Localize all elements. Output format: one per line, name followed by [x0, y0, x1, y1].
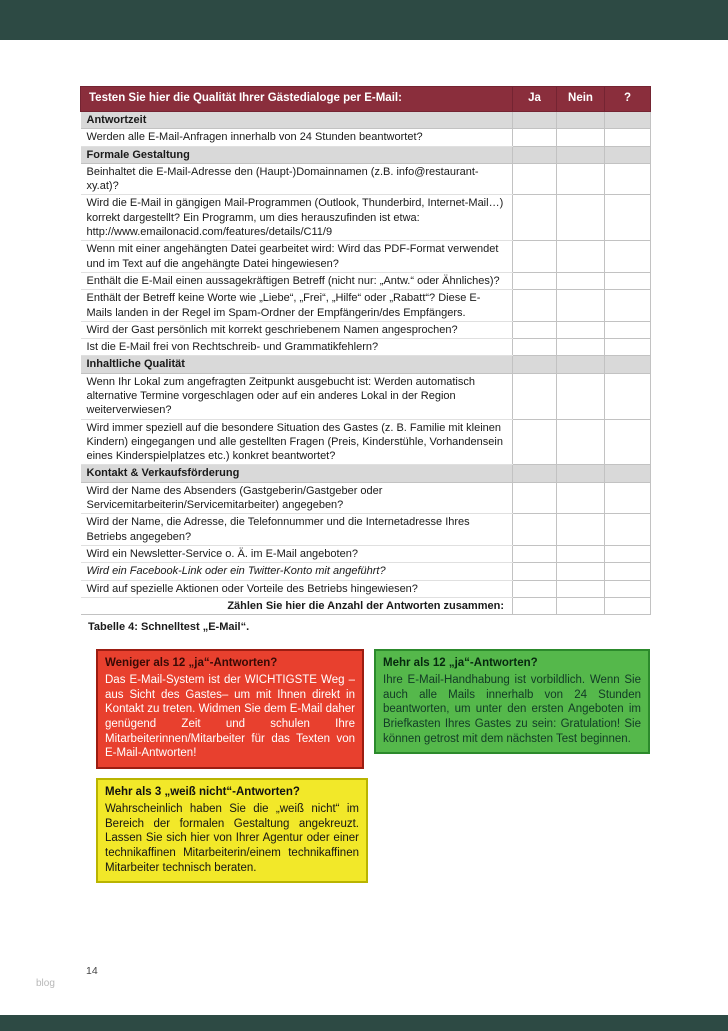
section-cell-unknown	[605, 356, 651, 373]
checkbox-cell-unknown[interactable]	[605, 290, 651, 322]
checkbox-cell-ja[interactable]	[513, 339, 557, 356]
checkbox-cell-ja[interactable]	[513, 129, 557, 146]
section-cell-unknown	[605, 146, 651, 163]
question-row	[81, 290, 651, 322]
question-row	[81, 129, 651, 146]
section-label: Inhaltliche Qualität	[81, 356, 513, 373]
checkbox-cell-unknown[interactable]	[605, 580, 651, 597]
section-row	[81, 465, 651, 482]
checkbox-cell-nein[interactable]	[557, 373, 605, 419]
checkbox-cell-unknown[interactable]	[605, 419, 651, 465]
checkbox-cell-nein[interactable]	[557, 514, 605, 546]
checklist-body	[81, 111, 651, 597]
result-box-many-yes-title: Mehr als 12 „ja“-Antworten?	[383, 657, 538, 670]
sum-label: Zählen Sie hier die Anzahl der Antworten zusammen:	[81, 597, 513, 614]
section-label: Kontakt & Verkaufsförderung	[81, 465, 513, 482]
column-header-ja: Ja	[513, 87, 557, 112]
result-box-few-yes	[96, 649, 364, 769]
table-caption: Tabelle 4: Schnelltest „E-Mail“.	[88, 621, 250, 634]
checkbox-cell-ja[interactable]	[513, 163, 557, 195]
checkbox-cell-ja[interactable]	[513, 272, 557, 289]
result-box-many-yes	[374, 649, 650, 754]
checkbox-cell-nein[interactable]	[557, 129, 605, 146]
question-row	[81, 419, 651, 465]
question-row	[81, 514, 651, 546]
checkbox-cell-unknown[interactable]	[605, 514, 651, 546]
question-row	[81, 272, 651, 289]
checkbox-cell-unknown[interactable]	[605, 163, 651, 195]
section-cell-ja	[513, 465, 557, 482]
checkbox-cell-ja[interactable]	[513, 195, 557, 241]
watermark-text: blog	[36, 978, 55, 989]
question-row	[81, 482, 651, 514]
checkbox-cell-ja[interactable]	[513, 373, 557, 419]
section-row	[81, 111, 651, 128]
question-text: Wird der Gast persönlich mit korrekt geschriebenem Namen angesprochen?	[81, 321, 513, 338]
question-row	[81, 241, 651, 273]
question-text: Wenn mit einer angehängten Datei gearbeitet wird: Wird das PDF-Format verwendet und im Text auf die angehängte Datei hingewiesen?	[81, 241, 513, 273]
sum-row	[81, 597, 651, 614]
question-row	[81, 373, 651, 419]
question-row	[81, 563, 651, 580]
checkbox-cell-nein[interactable]	[557, 482, 605, 514]
checkbox-cell-unknown[interactable]	[605, 373, 651, 419]
section-row	[81, 146, 651, 163]
question-text: Werden alle E-Mail-Anfragen innerhalb von 24 Stunden beantwortet?	[81, 129, 513, 146]
table-title: Testen Sie hier die Qualität Ihrer Gästedialoge per E-Mail:	[81, 87, 513, 112]
checkbox-cell-nein[interactable]	[557, 290, 605, 322]
section-cell-nein	[557, 356, 605, 373]
checkbox-cell-ja[interactable]	[513, 321, 557, 338]
section-cell-nein	[557, 111, 605, 128]
checkbox-cell-nein[interactable]	[557, 241, 605, 273]
question-row	[81, 339, 651, 356]
checkbox-cell-unknown[interactable]	[605, 563, 651, 580]
column-header-unknown: ?	[605, 87, 651, 112]
result-box-dont-know-body: Wahrscheinlich haben Sie die „weiß nicht“ im Bereich der formalen Gestaltung angekreuzt. Lassen Sie sich hier von Ihrer Agentur oder einer technikaffinen Mitarbeiterin/einem technikaffinen Mitarbeiter technisch beraten.	[105, 802, 359, 874]
section-cell-nein	[557, 146, 605, 163]
question-text: Wird auf spezielle Aktionen oder Vorteile des Betriebs hingewiesen?	[81, 580, 513, 597]
question-text: Wird ein Newsletter-Service o. Ä. im E-Mail angeboten?	[81, 545, 513, 562]
checkbox-cell-ja[interactable]	[513, 545, 557, 562]
section-row	[81, 356, 651, 373]
section-label: Antwortzeit	[81, 111, 513, 128]
sum-cell-unknown[interactable]	[605, 597, 651, 614]
section-cell-unknown	[605, 111, 651, 128]
question-text: Wird die E-Mail in gängigen Mail-Programmen (Outlook, Thunderbird, Internet-Mail…) korrekt dargestellt? Ein Programm, um dies herauszufinden ist etwa: http://www.emailonacid.com/features/details/C11/9	[81, 195, 513, 241]
question-text: Enthält der Betreff keine Worte wie „Liebe“, „Frei“, „Hilfe“ oder „Rabatt“? Diese E-Mails landen in der Regel im Spam-Ordner der Empfängerin/des Empfängers.	[81, 290, 513, 322]
checkbox-cell-unknown[interactable]	[605, 272, 651, 289]
checkbox-cell-unknown[interactable]	[605, 195, 651, 241]
question-text: Wird der Name des Absenders (Gastgeberin/Gastgeber oder Servicemitarbeiterin/Servicemitarbeiter) angegeben?	[81, 482, 513, 514]
result-box-dont-know	[96, 778, 368, 883]
section-cell-ja	[513, 146, 557, 163]
result-box-few-yes-body: Das E-Mail-System ist der WICHTIGSTE Weg – aus Sicht des Gastes– um mit Ihnen direkt in Kontakt zu treten. Widmen Sie dem E-Mail daher genügend Zeit und schulen Ihre Mitarbeiterinnen/Mitarbeiter für das Texten von E-Mail-Antworten!	[105, 673, 355, 760]
checkbox-cell-ja[interactable]	[513, 241, 557, 273]
bottom-frame-bar	[0, 1015, 728, 1031]
checkbox-cell-nein[interactable]	[557, 545, 605, 562]
checkbox-cell-ja[interactable]	[513, 563, 557, 580]
result-box-many-yes-body: Ihre E-Mail-Handhabung ist vorbildlich. Wenn Sie auch alle Mails innerhalb von 24 Stunden beantworten, um unter den ersten Angeboten im Briefkasten Ihres Gastes zu sein: Gratulation! Sie können getrost mit dem nächsten Test beginnen.	[383, 673, 641, 745]
result-box-few-yes-title: Weniger als 12 „ja“-Antworten?	[105, 657, 278, 670]
result-boxes-row	[96, 649, 650, 769]
checkbox-cell-unknown[interactable]	[605, 129, 651, 146]
table-header-row	[81, 87, 651, 112]
checkbox-cell-nein[interactable]	[557, 563, 605, 580]
top-frame-bar	[0, 0, 728, 40]
checkbox-cell-ja[interactable]	[513, 514, 557, 546]
page-number: 14	[86, 965, 98, 977]
question-text: Wird der Name, die Adresse, die Telefonnummer und die Internetadresse Ihres Betriebs angegeben?	[81, 514, 513, 546]
question-text: Beinhaltet die E-Mail-Adresse den (Haupt-)Domainnamen (z.B. info@restaurant-xy.at)?	[81, 163, 513, 195]
question-text: Wird immer speziell auf die besondere Situation des Gastes (z. B. Familie mit kleinen Kindern) eingegangen und alle gestellten Fragen (Preis, Kinderstühle, Vorhandensein eines Kinderspielplatzes etc.) konkret beantwortet?	[81, 419, 513, 465]
section-cell-unknown	[605, 465, 651, 482]
checkbox-cell-unknown[interactable]	[605, 321, 651, 338]
email-quality-checklist-table	[80, 86, 651, 615]
checkbox-cell-nein[interactable]	[557, 339, 605, 356]
sum-cell-nein[interactable]	[557, 597, 605, 614]
question-row	[81, 321, 651, 338]
question-row	[81, 163, 651, 195]
question-text: Enthält die E-Mail einen aussagekräftigen Betreff (nicht nur: „Antw.“ oder Ähnliches)?	[81, 272, 513, 289]
question-row	[81, 580, 651, 597]
question-row	[81, 545, 651, 562]
checkbox-cell-ja[interactable]	[513, 580, 557, 597]
checkbox-cell-ja[interactable]	[513, 419, 557, 465]
question-text: Wird ein Facebook-Link oder ein Twitter-Konto mit angeführt?	[81, 563, 513, 580]
checkbox-cell-nein[interactable]	[557, 272, 605, 289]
section-label: Formale Gestaltung	[81, 146, 513, 163]
page-content	[80, 86, 650, 883]
section-cell-ja	[513, 111, 557, 128]
checkbox-cell-nein[interactable]	[557, 419, 605, 465]
checkbox-cell-nein[interactable]	[557, 580, 605, 597]
checkbox-cell-ja[interactable]	[513, 290, 557, 322]
column-header-nein: Nein	[557, 87, 605, 112]
section-cell-nein	[557, 465, 605, 482]
checkbox-cell-unknown[interactable]	[605, 482, 651, 514]
checkbox-cell-ja[interactable]	[513, 482, 557, 514]
section-cell-ja	[513, 356, 557, 373]
checkbox-cell-nein[interactable]	[557, 195, 605, 241]
result-box-dont-know-title: Mehr als 3 „weiß nicht“-Antworten?	[105, 786, 300, 799]
checkbox-cell-nein[interactable]	[557, 321, 605, 338]
checkbox-cell-unknown[interactable]	[605, 339, 651, 356]
question-text: Ist die E-Mail frei von Rechtschreib- und Grammatikfehlern?	[81, 339, 513, 356]
sum-cell-ja[interactable]	[513, 597, 557, 614]
question-text: Wenn Ihr Lokal zum angefragten Zeitpunkt ausgebucht ist: Werden automatisch alternative Termine vorgeschlagen oder auf ein anderes Lokal in der Region weiterverwiesen?	[81, 373, 513, 419]
checkbox-cell-unknown[interactable]	[605, 545, 651, 562]
checkbox-cell-unknown[interactable]	[605, 241, 651, 273]
question-row	[81, 195, 651, 241]
checkbox-cell-nein[interactable]	[557, 163, 605, 195]
